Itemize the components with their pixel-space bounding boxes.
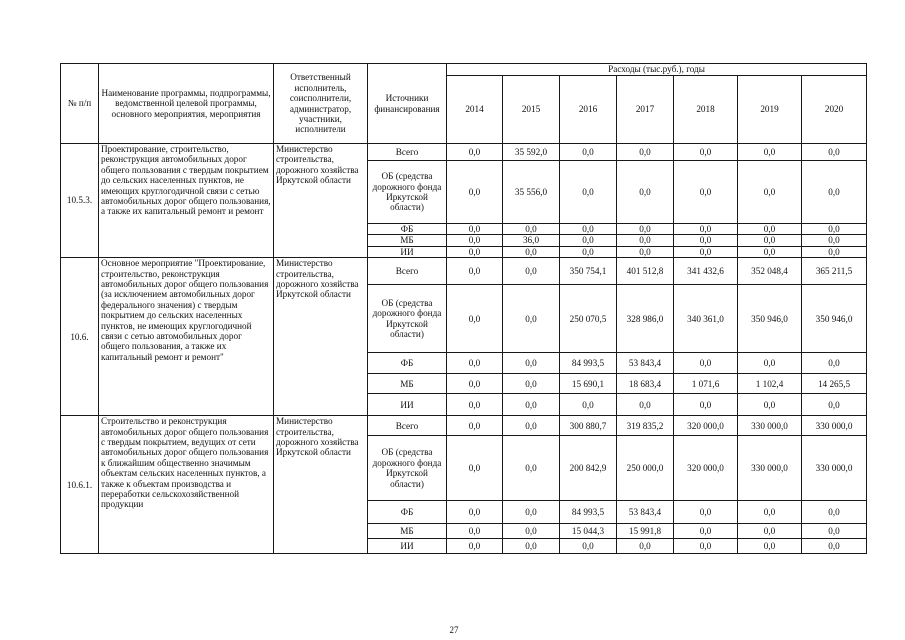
value-cell: 0,0 [802,524,867,539]
value-cell: 0,0 [560,224,617,235]
value-cell: 0,0 [560,246,617,257]
value-cell: 250 000,0 [617,436,674,501]
value-cell: 0,0 [738,353,802,374]
source-cell: ФБ [368,501,447,524]
source-cell: ИИ [368,539,447,554]
value-cell: 0,0 [503,246,560,257]
value-cell: 0,0 [617,394,674,416]
value-cell: 0,0 [802,246,867,257]
header-name: Наименование программы, подпрограммы, ведомственной целевой программы, основного мероприятия, мероприятия [99,64,274,144]
value-cell: 350 754,1 [560,258,617,285]
value-cell: 0,0 [503,436,560,501]
header-year: 2016 [560,76,617,144]
table-row [61,258,867,285]
header-year: 2015 [503,76,560,144]
value-cell: 0,0 [802,353,867,374]
header-responsible: Ответственный исполнитель, соисполнители, администратор, участники, исполнители [274,64,368,144]
value-cell: 0,0 [674,539,738,554]
value-cell: 365 211,5 [802,258,867,285]
value-cell: 0,0 [447,161,503,224]
value-cell: 0,0 [674,246,738,257]
value-cell: 0,0 [447,246,503,257]
value-cell: 0,0 [802,394,867,416]
source-cell: МБ [368,524,447,539]
header-year: 2014 [447,76,503,144]
value-cell: 15 690,1 [560,374,617,394]
value-cell: 0,0 [617,224,674,235]
value-cell: 0,0 [447,374,503,394]
header-number: № п/п [61,64,99,144]
value-cell: 0,0 [738,235,802,246]
value-cell: 0,0 [738,524,802,539]
value-cell: 0,0 [674,501,738,524]
value-cell: 0,0 [674,394,738,416]
row-number: 10.6.1. [61,416,99,554]
value-cell: 0,0 [802,224,867,235]
value-cell: 0,0 [617,539,674,554]
value-cell: 0,0 [617,246,674,257]
value-cell: 341 432,6 [674,258,738,285]
value-cell: 0,0 [447,353,503,374]
value-cell: 0,0 [560,235,617,246]
source-cell: ФБ [368,224,447,235]
value-cell: 0,0 [802,235,867,246]
value-cell: 0,0 [503,394,560,416]
value-cell: 1 102,4 [738,374,802,394]
value-cell: 352 048,4 [738,258,802,285]
row-number: 10.6. [61,258,99,416]
header-year: 2018 [674,76,738,144]
value-cell: 14 265,5 [802,374,867,394]
source-cell: Всего [368,144,447,161]
value-cell: 300 880,7 [560,416,617,436]
value-cell: 0,0 [617,235,674,246]
value-cell: 0,0 [503,501,560,524]
value-cell: 84 993,5 [560,501,617,524]
value-cell: 84 993,5 [560,353,617,374]
value-cell: 0,0 [617,161,674,224]
value-cell: 0,0 [738,394,802,416]
source-cell: Всего [368,416,447,436]
value-cell: 0,0 [802,161,867,224]
value-cell: 35 556,0 [503,161,560,224]
value-cell: 0,0 [447,235,503,246]
value-cell: 0,0 [447,285,503,353]
source-cell: ОБ (средства дорожного фонда Иркутской области) [368,285,447,353]
value-cell: 0,0 [617,144,674,161]
value-cell: 320 000,0 [674,436,738,501]
value-cell: 350 946,0 [802,285,867,353]
value-cell: 401 512,8 [617,258,674,285]
value-cell: 330 000,0 [802,436,867,501]
value-cell: 0,0 [560,144,617,161]
value-cell: 53 843,4 [617,353,674,374]
value-cell: 319 835,2 [617,416,674,436]
value-cell: 0,0 [802,144,867,161]
value-cell: 330 000,0 [738,416,802,436]
value-cell: 340 361,0 [674,285,738,353]
value-cell: 0,0 [674,161,738,224]
source-cell: ОБ (средства дорожного фонда Иркутской области) [368,436,447,501]
value-cell: 320 000,0 [674,416,738,436]
value-cell: 0,0 [447,539,503,554]
value-cell: 250 070,5 [560,285,617,353]
row-responsible: Министерство строительства, дорожного хозяйства Иркутской области [274,416,368,554]
value-cell: 1 071,6 [674,374,738,394]
row-name: Проектирование, строительство, реконструкция автомобильных дорог общего пользования с твердым покрытием до сельских населенных пунктов, не имеющих круглогодичной связи с сетью автомобильных дорог общего пользования, а также их капитальный ремонт и ремонт [99,144,274,258]
value-cell: 330 000,0 [802,416,867,436]
value-cell: 0,0 [447,436,503,501]
value-cell: 36,0 [503,235,560,246]
row-responsible: Министерство строительства, дорожного хозяйства Иркутской области [274,258,368,416]
value-cell: 0,0 [738,246,802,257]
value-cell: 0,0 [447,394,503,416]
value-cell: 0,0 [738,539,802,554]
header-year: 2019 [738,76,802,144]
source-cell: ОБ (средства дорожного фонда Иркутской области) [368,161,447,224]
value-cell: 0,0 [738,144,802,161]
value-cell: 18 683,4 [617,374,674,394]
value-cell: 0,0 [503,258,560,285]
value-cell: 200 842,9 [560,436,617,501]
value-cell: 0,0 [503,539,560,554]
value-cell: 35 592,0 [503,144,560,161]
budget-table [60,63,867,554]
value-cell: 0,0 [447,144,503,161]
row-name: Основное мероприятие "Проектирование, строительство, реконструкция автомобильных дорог общего пользования (за исключением автомобильных дорог федерального значения) с твердым покрытием до сельских населенных пунктов, не имеющих круглогодичной связи с сетью автомобильных дорог общего пользования, а также их капитальный ремонт и ремонт" [99,258,274,416]
table-row [61,416,867,436]
source-cell: ИИ [368,246,447,257]
value-cell: 0,0 [674,353,738,374]
row-number: 10.5.3. [61,144,99,258]
value-cell: 0,0 [560,161,617,224]
value-cell: 0,0 [503,285,560,353]
value-cell: 350 946,0 [738,285,802,353]
value-cell: 0,0 [447,224,503,235]
value-cell: 0,0 [738,224,802,235]
value-cell: 0,0 [674,224,738,235]
value-cell: 328 986,0 [617,285,674,353]
table-row [61,144,867,161]
row-responsible: Министерство строительства, дорожного хозяйства Иркутской области [274,144,368,258]
header-year: 2020 [802,76,867,144]
source-cell: ФБ [368,353,447,374]
header-year: 2017 [617,76,674,144]
value-cell: 0,0 [802,501,867,524]
value-cell: 0,0 [802,539,867,554]
value-cell: 53 843,4 [617,501,674,524]
value-cell: 0,0 [447,416,503,436]
value-cell: 0,0 [674,144,738,161]
value-cell: 0,0 [447,524,503,539]
source-cell: МБ [368,374,447,394]
value-cell: 15 044,3 [560,524,617,539]
value-cell: 0,0 [560,394,617,416]
value-cell: 0,0 [674,524,738,539]
value-cell: 0,0 [503,224,560,235]
value-cell: 0,0 [447,501,503,524]
value-cell: 0,0 [738,501,802,524]
source-cell: ИИ [368,394,447,416]
value-cell: 15 991,8 [617,524,674,539]
value-cell: 0,0 [503,353,560,374]
value-cell: 0,0 [560,539,617,554]
value-cell: 0,0 [674,235,738,246]
source-cell: Всего [368,258,447,285]
row-name: Строительство и реконструкция автомобильных дорог общего пользования с твердым покрытием, ведущих от сети автомобильных дорог общего пользования к ближайшим общественно значимым объектам сельских населенных пунктов, а также к объектам производства и переработки сельскохозяйственной продукции [99,416,274,554]
source-cell: МБ [368,235,447,246]
value-cell: 0,0 [503,524,560,539]
value-cell: 330 000,0 [738,436,802,501]
page-number: 27 [449,625,459,635]
value-cell: 0,0 [503,374,560,394]
header-source: Источники финансирования [368,64,447,144]
value-cell: 0,0 [738,161,802,224]
header-expenses: Расходы (тыс.руб.), годы [447,64,867,76]
value-cell: 0,0 [503,416,560,436]
value-cell: 0,0 [447,258,503,285]
